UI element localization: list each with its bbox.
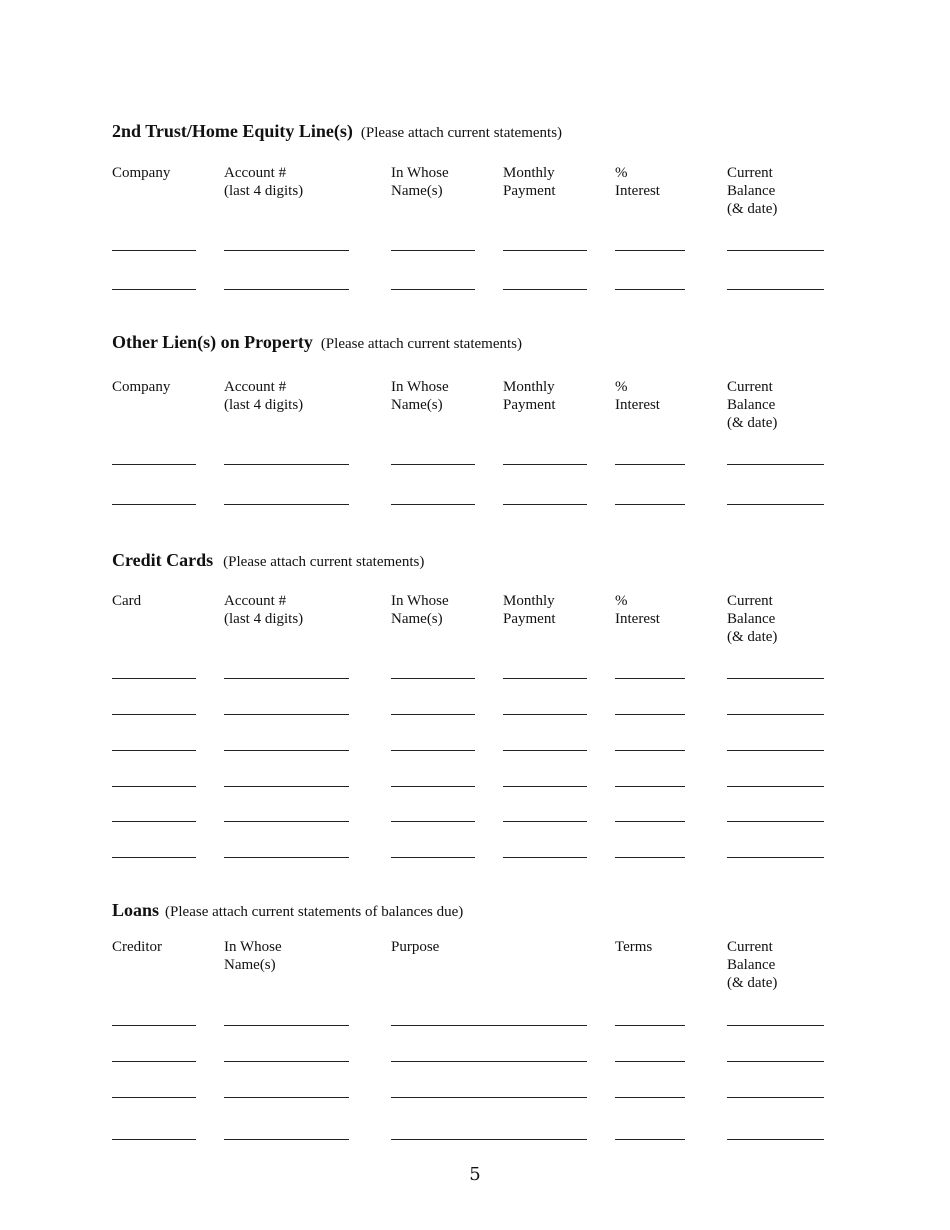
- blank-field[interactable]: [615, 504, 685, 505]
- blank-field[interactable]: [224, 504, 349, 505]
- blank-field[interactable]: [224, 714, 349, 715]
- column-header-account: Account # (last 4 digits): [224, 593, 304, 627]
- section-title: Other Lien(s) on Property: [112, 332, 313, 352]
- blank-field[interactable]: [727, 1061, 824, 1062]
- blank-field[interactable]: [727, 678, 824, 679]
- blank-field[interactable]: [503, 289, 587, 290]
- column-header-interest: % Interest: [615, 379, 660, 413]
- column-header-whose-names: In Whose Name(s): [391, 593, 449, 627]
- blank-field[interactable]: [727, 714, 824, 715]
- blank-field[interactable]: [727, 821, 824, 822]
- blank-field[interactable]: [391, 1025, 587, 1026]
- blank-field[interactable]: [503, 714, 587, 715]
- blank-field[interactable]: [503, 750, 587, 751]
- blank-field[interactable]: [615, 1139, 685, 1140]
- blank-field[interactable]: [615, 1025, 685, 1026]
- blank-field[interactable]: [224, 786, 349, 787]
- blank-field[interactable]: [224, 464, 349, 465]
- blank-field[interactable]: [391, 289, 475, 290]
- blank-field[interactable]: [112, 750, 196, 751]
- blank-field[interactable]: [615, 1061, 685, 1062]
- blank-field[interactable]: [391, 786, 475, 787]
- blank-field[interactable]: [615, 250, 685, 251]
- section-heading: [112, 121, 562, 143]
- blank-field[interactable]: [503, 786, 587, 787]
- blank-field[interactable]: [224, 289, 349, 290]
- section-note: (Please attach current statements of balances due): [165, 904, 464, 920]
- column-header-current-balance: Current Balance (& date): [727, 165, 778, 217]
- blank-field[interactable]: [112, 714, 196, 715]
- blank-field[interactable]: [615, 464, 685, 465]
- section-heading: [112, 550, 424, 572]
- blank-field[interactable]: [391, 750, 475, 751]
- column-header-company: Company: [112, 379, 171, 395]
- blank-field[interactable]: [391, 714, 475, 715]
- blank-field[interactable]: [615, 1097, 685, 1098]
- blank-field[interactable]: [112, 786, 196, 787]
- column-header-account: Account # (last 4 digits): [224, 379, 304, 413]
- blank-field[interactable]: [391, 857, 475, 858]
- column-header-card: Card: [112, 593, 142, 609]
- blank-field[interactable]: [391, 504, 475, 505]
- blank-field[interactable]: [112, 250, 196, 251]
- section-note: (Please attach current statements): [360, 125, 563, 141]
- column-header-terms: Terms: [615, 939, 653, 955]
- blank-field[interactable]: [503, 821, 587, 822]
- column-header-current-balance: Current Balance (& date): [727, 593, 778, 645]
- column-header-interest: % Interest: [615, 593, 660, 627]
- blank-field[interactable]: [391, 464, 475, 465]
- blank-field[interactable]: [112, 1025, 196, 1026]
- blank-field[interactable]: [224, 1061, 349, 1062]
- blank-field[interactable]: [224, 250, 349, 251]
- blank-field[interactable]: [112, 289, 196, 290]
- blank-field[interactable]: [224, 821, 349, 822]
- blank-field[interactable]: [224, 678, 349, 679]
- section-title: Loans: [112, 900, 160, 920]
- blank-field[interactable]: [727, 289, 824, 290]
- blank-field[interactable]: [727, 1139, 824, 1140]
- blank-field[interactable]: [224, 1139, 349, 1140]
- section-heading: [112, 332, 522, 354]
- column-header-current-balance: Current Balance (& date): [727, 939, 778, 991]
- section-second-trust: [112, 121, 824, 301]
- column-header-whose-names: In Whose Name(s): [391, 379, 449, 413]
- blank-field[interactable]: [224, 857, 349, 858]
- blank-field[interactable]: [727, 504, 824, 505]
- blank-field[interactable]: [727, 250, 824, 251]
- column-header-whose-names: In Whose Name(s): [391, 165, 449, 199]
- blank-field[interactable]: [112, 1061, 196, 1062]
- page-number: 5: [469, 1164, 481, 1185]
- blank-field[interactable]: [224, 1025, 349, 1026]
- blank-field[interactable]: [615, 857, 685, 858]
- blank-field[interactable]: [727, 857, 824, 858]
- section-heading: [112, 900, 463, 922]
- section-title: Credit Cards: [112, 550, 214, 570]
- blank-field[interactable]: [112, 504, 196, 505]
- section-title: 2nd Trust/Home Equity Line(s): [112, 121, 353, 141]
- blank-field[interactable]: [112, 1139, 196, 1140]
- blank-field[interactable]: [224, 1097, 349, 1098]
- blank-field[interactable]: [391, 1139, 587, 1140]
- blank-field[interactable]: [727, 750, 824, 751]
- blank-field[interactable]: [727, 1025, 824, 1026]
- section-note: (Please attach current statements): [320, 336, 522, 352]
- blank-field[interactable]: [503, 464, 587, 465]
- blank-field[interactable]: [112, 821, 196, 822]
- blank-field[interactable]: [391, 1061, 587, 1062]
- column-header-monthly-payment: Monthly Payment: [503, 593, 556, 627]
- blank-field[interactable]: [224, 750, 349, 751]
- blank-field[interactable]: [727, 1097, 824, 1098]
- blank-field[interactable]: [391, 821, 475, 822]
- column-header-monthly-payment: Monthly Payment: [503, 379, 556, 413]
- blank-field[interactable]: [503, 857, 587, 858]
- blank-field[interactable]: [112, 678, 196, 679]
- blank-field[interactable]: [112, 1097, 196, 1098]
- blank-field[interactable]: [391, 1097, 587, 1098]
- section-note: (Please attach current statements): [223, 554, 425, 570]
- column-header-current-balance: Current Balance (& date): [727, 379, 778, 431]
- column-header-purpose: Purpose: [391, 939, 440, 955]
- blank-field[interactable]: [727, 786, 824, 787]
- column-header-whose-names: In Whose Name(s): [224, 939, 282, 973]
- column-header-creditor: Creditor: [112, 939, 162, 955]
- blank-field[interactable]: [391, 250, 475, 251]
- column-header-monthly-payment: Monthly Payment: [503, 165, 556, 199]
- column-header-account: Account # (last 4 digits): [224, 165, 304, 199]
- blank-field[interactable]: [615, 678, 685, 679]
- blank-field[interactable]: [615, 821, 685, 822]
- blank-field[interactable]: [112, 857, 196, 858]
- section-credit-cards: [112, 550, 824, 862]
- blank-field[interactable]: [391, 678, 475, 679]
- blank-field[interactable]: [112, 464, 196, 465]
- blank-field[interactable]: [615, 714, 685, 715]
- blank-field[interactable]: [503, 504, 587, 505]
- column-header-company: Company: [112, 165, 171, 181]
- blank-field[interactable]: [615, 786, 685, 787]
- section-other-liens: [112, 332, 824, 517]
- blank-field[interactable]: [503, 678, 587, 679]
- blank-field[interactable]: [615, 750, 685, 751]
- section-loans: [112, 900, 824, 1145]
- column-header-interest: % Interest: [615, 165, 660, 199]
- blank-field[interactable]: [615, 289, 685, 290]
- blank-field[interactable]: [503, 250, 587, 251]
- blank-field[interactable]: [727, 464, 824, 465]
